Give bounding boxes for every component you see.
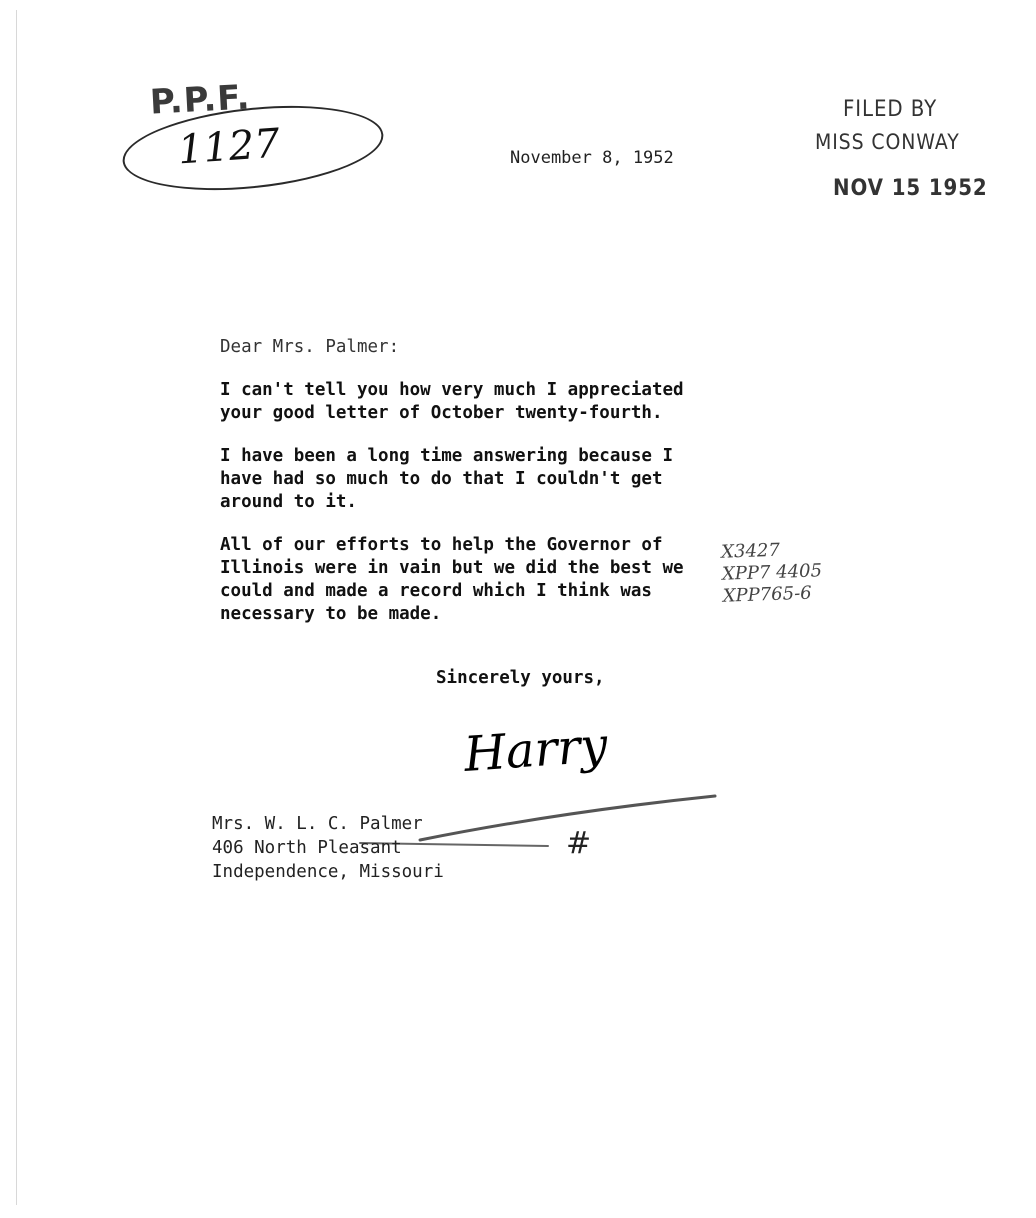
ppf-stamp: P.P.F.	[149, 77, 252, 123]
file-note: XPP7 4405	[721, 560, 823, 585]
recipient-city: Independence, Missouri	[212, 862, 444, 882]
filed-by-stamp-line2: MISS CONWAY	[815, 130, 960, 154]
filed-by-stamp-line1: FILED BY	[843, 97, 938, 122]
filed-by-stamp-date: NOV 15 1952	[833, 176, 988, 201]
paragraph: I have been a long time answering because I have had so much to do that I couldn't get around to it.	[220, 446, 674, 512]
file-number: 1127	[176, 120, 282, 174]
signature: Harry	[462, 717, 610, 783]
letter-date: November 8, 1952	[510, 148, 674, 168]
file-note: X3427	[720, 539, 781, 563]
paragraph: All of our efforts to help the Governor of Illinois were in vain but we did the best we could and made a record which I think was necessary to be made.	[220, 535, 684, 624]
hash-mark: #	[566, 826, 592, 861]
recipient-street: 406 North Pleasant	[212, 838, 402, 858]
recipient-address	[212, 812, 444, 884]
recipient-name: Mrs. W. L. C. Palmer	[212, 814, 423, 834]
paragraph: I can't tell you how very much I appreciated your good letter of October twenty-fourth.	[220, 380, 684, 423]
salutation: Dear Mrs. Palmer:	[220, 337, 400, 357]
file-note: XPP765-6	[722, 582, 813, 607]
closing: Sincerely yours,	[436, 668, 605, 688]
